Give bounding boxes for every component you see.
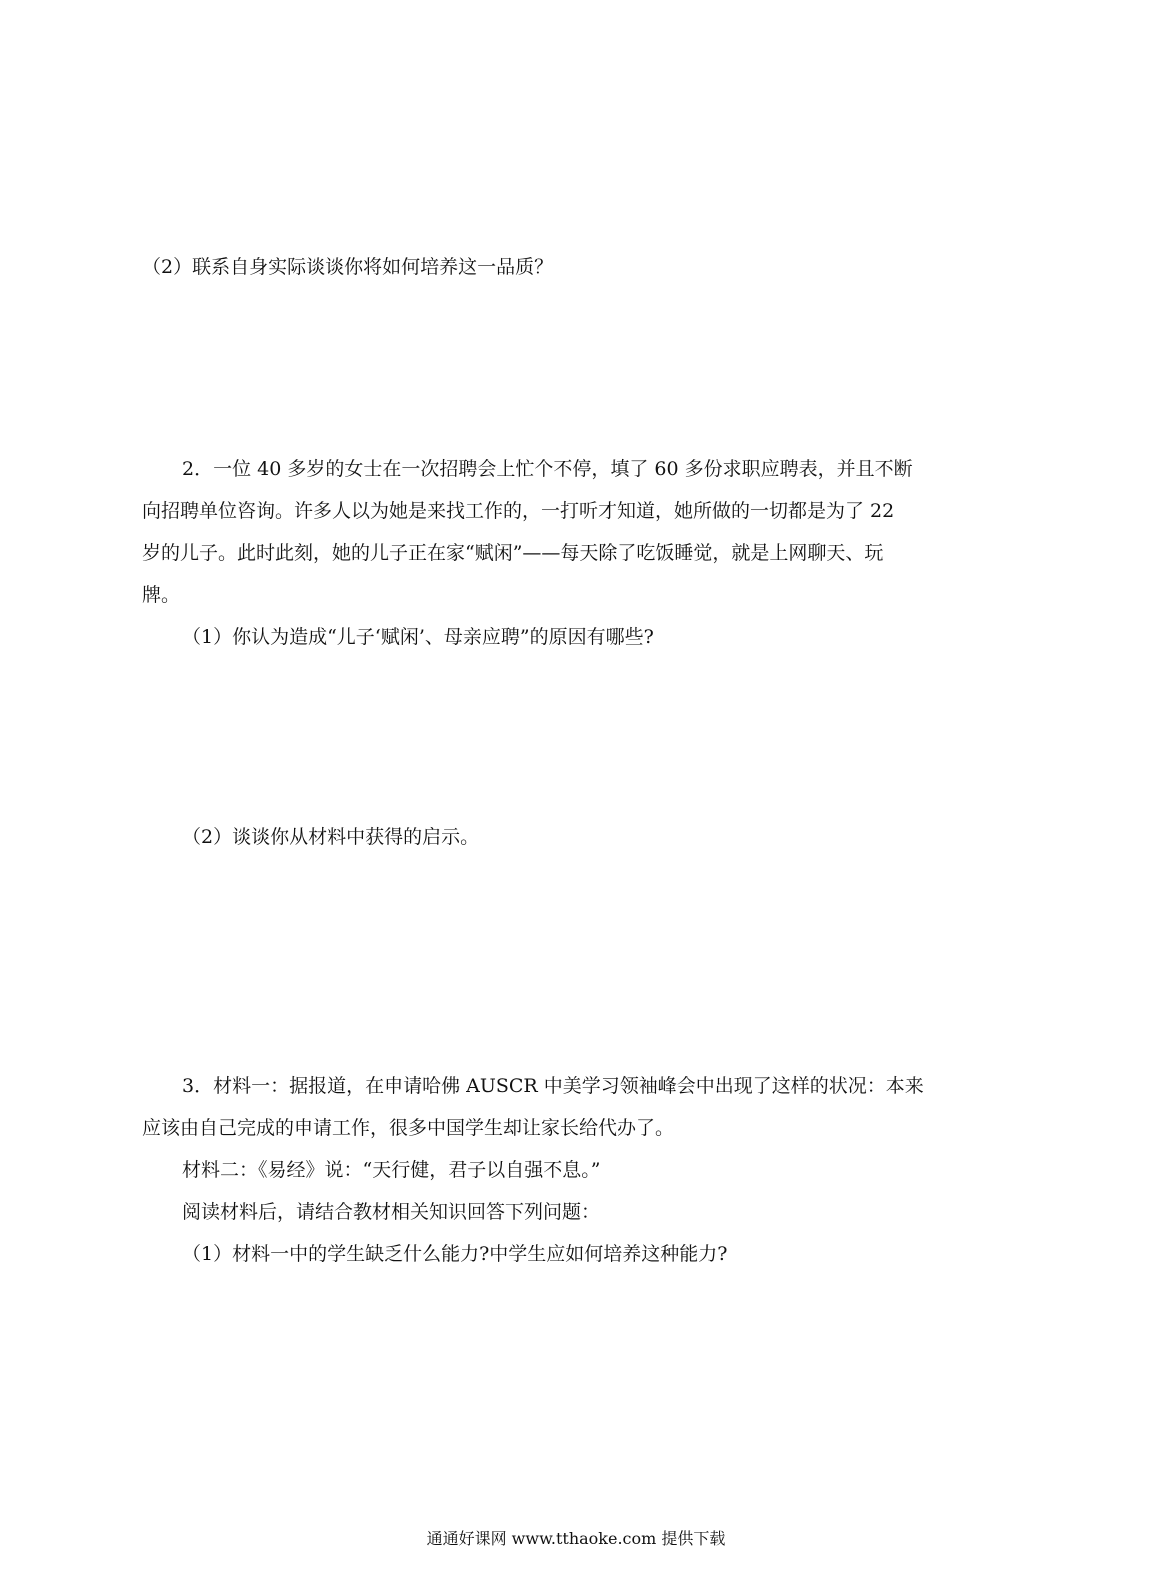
q3-paragraph-line-2: 应该由自己完成的申请工作，很多中国学生却让家长给代办了。 [142,1117,675,1139]
q2-paragraph-line-1: 2．一位 40 多岁的女士在一次招聘会上忙个不停，填了 60 多份求职应聘表，并且不断 [182,458,913,480]
q3-material-two: 材料二：《易经》说：“天行健，君子以自强不息。” [182,1159,601,1181]
q2-paragraph-line-3: 岁的儿子。此时此刻，她的儿子正在家“赋闲”——每天除了吃饭睡觉，就是上网聊天、玩 [142,542,884,564]
q2-paragraph-line-4: 牌。 [142,584,181,606]
q3-instruction: 阅读材料后，请结合教材相关知识回答下列问题： [182,1201,601,1223]
q2-paragraph-line-2: 向招聘单位咨询。许多人以为她是来找工作的，一打听才知道，她所做的一切都是为了 22 [142,500,895,522]
q1-part2: （2）联系自身实际谈谈你将如何培养这一品质？ [142,256,554,278]
q2-part2: （2）谈谈你从材料中获得的启示。 [182,826,480,848]
q3-part1: （1）材料一中的学生缺乏什么能力?中学生应如何培养这种能力? [182,1243,728,1265]
q3-paragraph-line-1: 3．材料一：据报道，在申请哈佛 AUSCR 中美学习领袖峰会中出现了这样的状况：本来 [182,1075,924,1097]
q2-part1: （1）你认为造成“儿子‘赋闲’、母亲应聘”的原因有哪些? [182,626,654,648]
page-footer: 通通好课网 www.tthaoke.com 提供下载 [426,1529,726,1548]
